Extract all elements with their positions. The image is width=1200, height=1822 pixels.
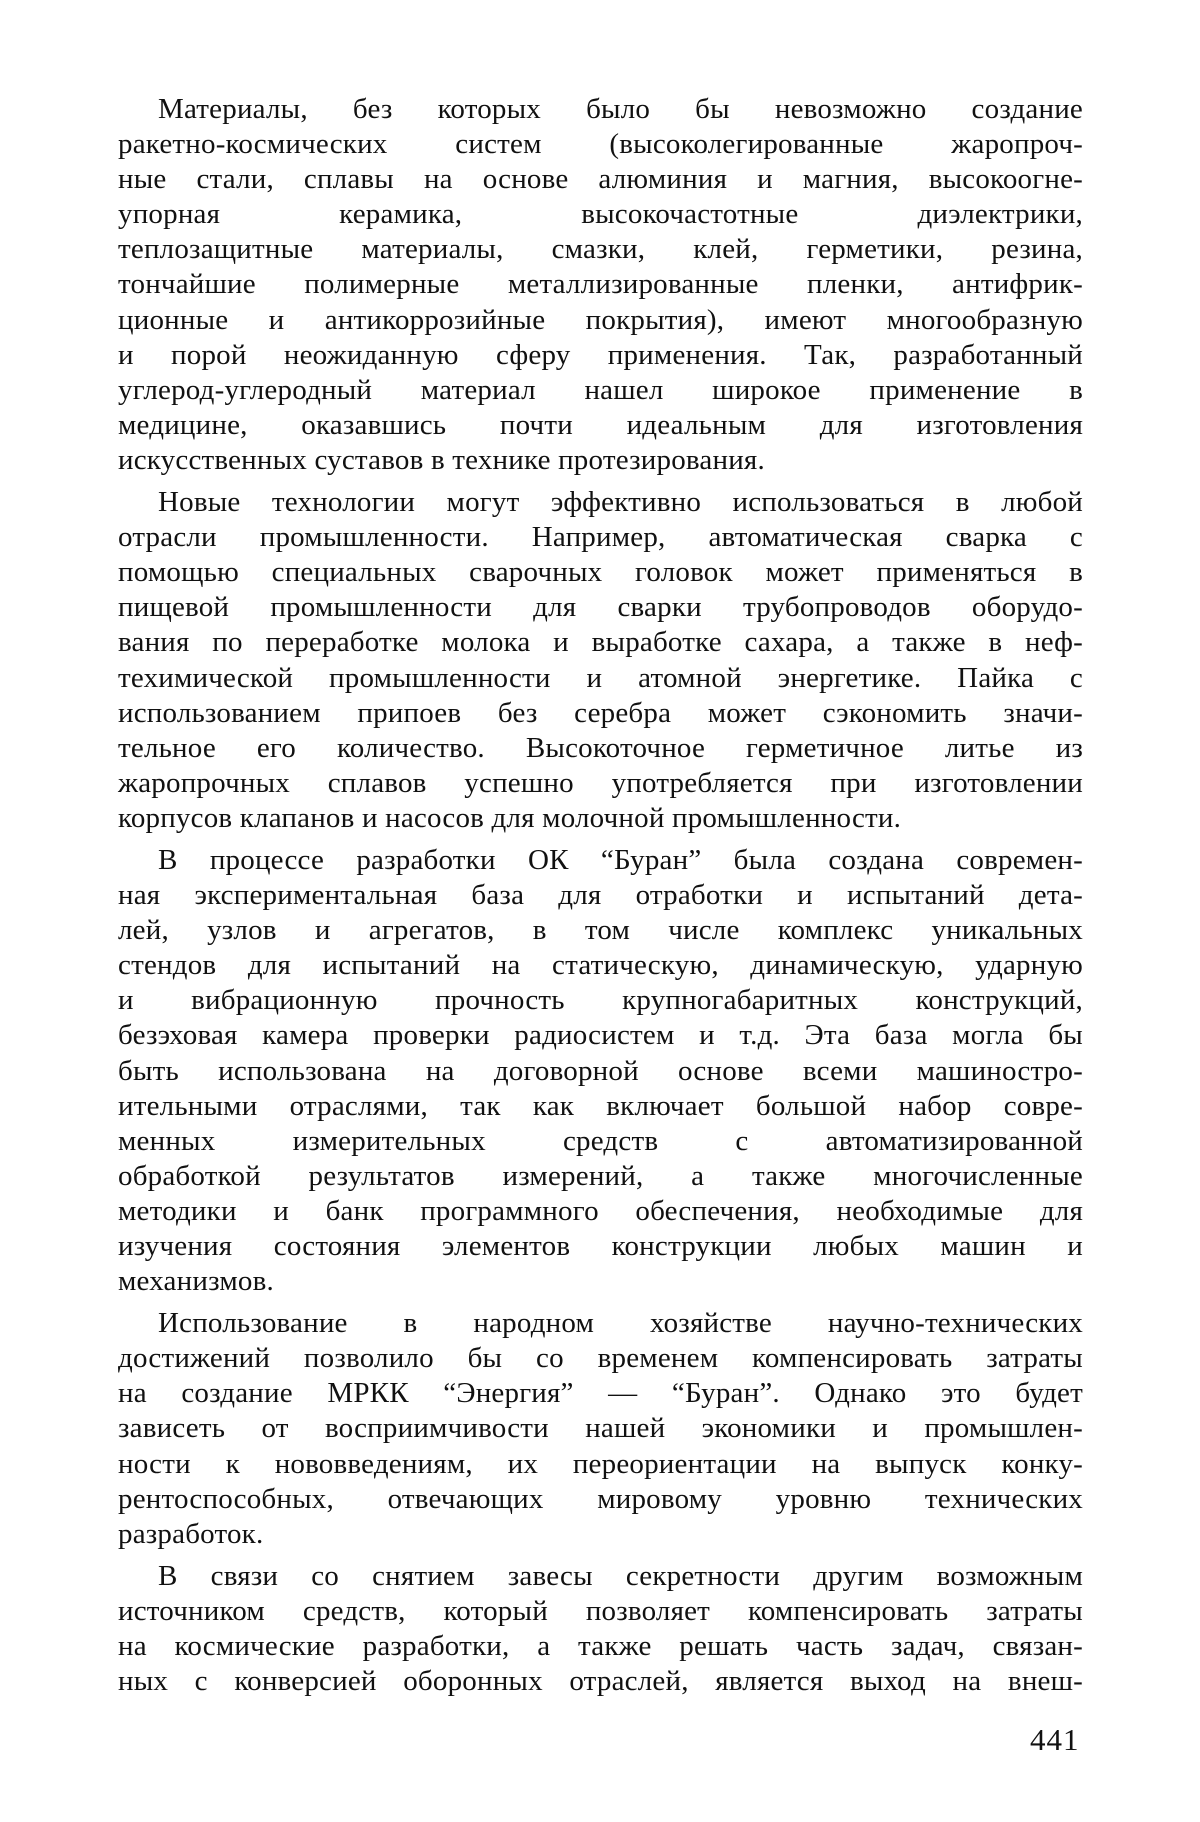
text-line: на космические разработки, а также решать часть задач, связан- [118,1630,1083,1663]
text-line: вания по переработке молока и выработке сахара, а также в неф- [118,626,1083,659]
text-line: теплозащитные материалы, смазки, клей, герметики, резина, [118,233,1083,266]
text-line: углерод-углеродный материал нашел широкое применение в [118,373,1083,406]
paragraph-1 [118,92,1083,478]
text-line: методики и банк программного обеспечения, необходимые для [118,1194,1083,1227]
text-line: медицине, оказавшись почти идеальным для изготовления [118,408,1083,441]
text-line: ционные и антикоррозийные покрытия), имеют многообразную [118,303,1083,336]
text-line: жаропрочных сплавов успешно употребляется при изготовлении [118,766,1083,799]
text-line: быть использована на договорной основе всеми машиностро- [118,1054,1083,1087]
text-line: тельное его количество. Высокоточное герметичное литье из [118,731,1083,764]
text-line: безэховая камера проверки радиосистем и т.д. Эта база могла бы [118,1019,1083,1052]
book-page-text [118,92,1083,1706]
text-line: менных измерительных средств с автоматизированной [118,1124,1083,1157]
text-line: ракетно-космических систем (высоколегированные жаропроч- [118,128,1083,161]
page-number: 441 [1030,1722,1080,1757]
text-line: Материалы, без которых было бы невозможно создание [158,93,1083,125]
paragraph-5 [118,1559,1083,1699]
paragraph-2 [118,485,1083,836]
text-line: ные стали, сплавы на основе алюминия и магния, высокоогне- [118,163,1083,196]
text-line: механизмов. [118,1265,274,1298]
paragraph-4 [118,1306,1083,1552]
text-line: техимической промышленности и атомной энергетике. Пайка с [118,661,1083,694]
text-line: использованием припоев без серебра может сэкономить значи- [118,696,1083,729]
text-line: ная экспериментальная база для отработки и испытаний дета- [118,879,1083,912]
text-line: обработкой результатов измерений, а также многочисленные [118,1159,1083,1192]
text-line: ности к нововведениям, их переориентации на выпуск конку- [118,1447,1083,1480]
text-line: искусственных суставов в технике протезирования. [118,443,765,476]
text-line: достижений позволило бы со временем компенсировать затраты [118,1342,1083,1375]
text-line: Новые технологии могут эффективно использоваться в любой [158,486,1083,519]
paragraph-3 [118,843,1083,1299]
text-line: и порой неожиданную сферу применения. Так, разработанный [118,338,1083,371]
text-line: тончайшие полимерные металлизированные пленки, антифрик- [118,268,1083,301]
text-line: В процессе разработки ОК “Буран” была создана современ- [158,843,1083,876]
text-line: изучения состояния элементов конструкции любых машин и [118,1230,1083,1262]
text-line: ных с конверсией оборонных отраслей, является выход на внеш- [118,1665,1083,1698]
text-line: стендов для испытаний на статическую, динамическую, ударную [118,949,1083,982]
text-line: В связи со снятием завесы секретности другим возможным [158,1559,1083,1592]
text-line: зависеть от восприимчивости нашей экономики и промышлен- [118,1412,1083,1445]
text-line: Использование в народном хозяйстве научно-технических [158,1307,1083,1340]
text-line: лей, узлов и агрегатов, в том числе комплекс уникальных [118,914,1083,947]
text-line: источником средств, который позволяет компенсировать затраты [118,1594,1083,1627]
text-line: на создание МРКК “Энергия” — “Буран”. Однако это будет [118,1377,1083,1410]
text-line: ительными отраслями, так как включает большой набор совре- [118,1089,1083,1122]
text-line: отрасли промышленности. Например, автоматическая сварка с [118,521,1083,554]
text-line: рентоспособных, отвечающих мировому уровню технических [118,1482,1083,1515]
text-line: корпусов клапанов и насосов для молочной промышленности. [118,801,902,834]
text-line: разработок. [118,1517,264,1550]
text-line: и вибрационную прочность крупногабаритных конструкций, [118,984,1083,1017]
text-line: пищевой промышленности для сварки трубопроводов оборудо- [118,591,1083,624]
text-line: упорная керамика, высокочастотные диэлектрики, [118,198,1083,231]
text-line: помощью специальных сварочных головок может применяться в [118,556,1083,589]
